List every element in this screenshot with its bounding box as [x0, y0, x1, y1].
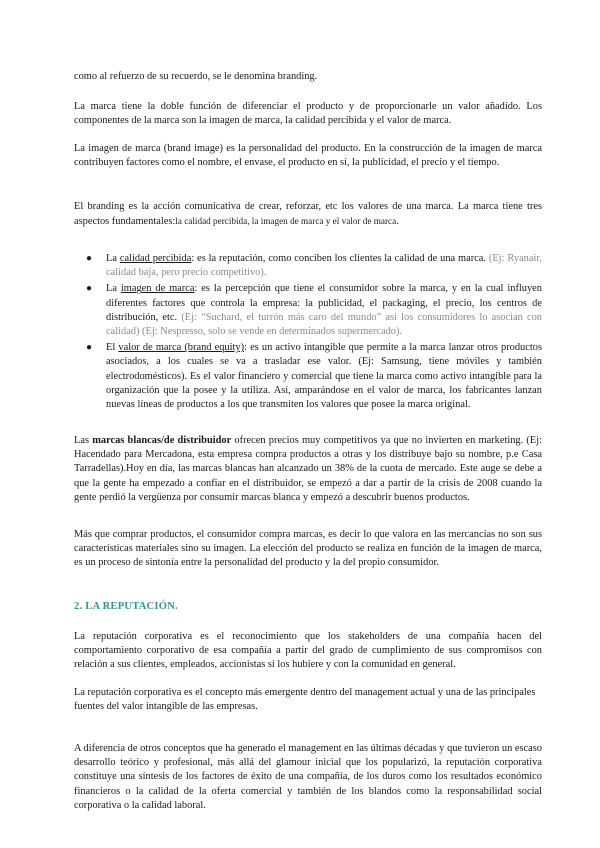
bullet-icon: ●: [86, 283, 93, 295]
bullet-prefix: La: [106, 253, 120, 264]
bullet-text: : es la reputación, como conciben los clientes la calidad de una marca.: [191, 253, 486, 264]
marcas-blancas-prefix: Las: [74, 435, 93, 446]
bullet-term: calidad percibida: [119, 253, 192, 264]
bullet-text: : es un activo intangible que permite a la marca lanzar otros productos asociados, a los cuales se va a trasladar ese valor. (Ej: Samsung, tiene móviles y también electrodomésticos). Es el valor financiero y comercial que tiene la marca como activo intangible para la organización que la posee y la utiliza. Así, amparándose en el valor de marca, los fabricantes lanzan nuevas líneas de productos a los que transmiten los valores que posee la marca original.: [106, 342, 542, 411]
paragraph-reputacion-definicion: La reputación corporativa es el reconocimiento que los stakeholders de una compañía hacen del comportamiento corporativo de esa compañía a partir del grado de cumplimiento de sus compromisos con relación a sus clientes, empleados, accionistas si los hubiere y con la comunidad en general.: [74, 631, 542, 671]
bullet-term: imagen de marca: [120, 283, 195, 295]
bullet-icon: ●: [86, 253, 93, 264]
paragraph-reputacion-sintesis: A diferencia de otros conceptos que ha generado el management en las últimas décadas y que tuvieron un escaso desarrollo teórico y profesional, más allá del glamour inicial que los popularizó, la reputación corporativa constituye una síntesis de los factores de éxito de una compañía, de los duros como los resultados económico financieros o la calidad de la oferta comercial y también de los blandos como la responsabilidad social corporativa o la calidad laboral.: [74, 743, 542, 811]
paragraph-imagen-marca: La imagen de marca (brand image) es la personalidad del producto. En la construcción de la imagen de marca contribuyen factores como el nombre, el envase, el producto en sí, la publicidad, el precio y el tiempo.: [74, 143, 542, 169]
bullet-text: : es la percepción que tiene el consumidor sobre la marca, y en la cual influyen diferentes factores que controla la empresa: la publicidad, el packaging, el precio, los centros de distribución, etc.: [106, 283, 542, 323]
branding-definition-end: .: [396, 216, 399, 228]
paragraph-consumidor: Más que comprar productos, el consumidor compra marcas, es decir lo que valora en las mercancías no son sus características materiales sino su imagen. La elección del producto se realiza en función de la imagen de marca, es un proceso de sintonía entre la personalidad del producto y la del propio consumidor.: [74, 529, 542, 569]
bullet-prefix: El: [106, 342, 119, 354]
paragraph-reputacion-emergente: La reputación corporativa es el concepto más emergente dentro del management actual y una de las principales fuentes del valor intangible de las empresas.: [74, 687, 536, 713]
bullet-list: [74, 252, 542, 414]
section-heading-reputacion: 2. LA REPUTACIÓN.: [74, 601, 178, 612]
bullet-prefix: La: [106, 283, 121, 295]
list-item: [74, 282, 542, 339]
list-item: [74, 252, 542, 280]
bullet-example: (Ej: “Suchard, el turrón más caro del mundo” así los consumidores lo asocian con calidad) (Ej: Nespresso, solo se vende en determinados supermercado).: [106, 311, 542, 338]
bullet-term: valor de marca (brand equity): [118, 342, 245, 354]
bullet-example: (Ej: Ryanair, calidad baja, pero precio competitivo).: [106, 253, 542, 279]
marcas-blancas-text: ofrecen precios muy competitivos ya que no invierten en marketing. (Ej: Hacendado para Mercadona, esta empresa compra productos a otras y los distribuye bajo su nombre, p.e Casa Tarradellas).Hoy en día, las marcas blancas han alcanzado un 38% de la cuota de mercado. Este auge se debe a que la gente ha empezado a confiar en el distribuidor, se empezó a dar a partir de la crisis de 2008 cuando la gente perdió la vergüenza por consumir marcas blanca y empezó a descubrir buenos productos.: [74, 435, 542, 503]
paragraph-marca-funcion: La marca tiene la doble función de diferenciar el producto y de proporcionarle un valor añadido. Los componentes de la marca son la imagen de marca, la calidad percibida y el valor de marca.: [74, 101, 542, 127]
marcas-blancas-term: marcas blancas/de distribuidor: [92, 435, 232, 446]
branding-definition-text: El branding es la acción comunicativa de crear, reforzar, etc los valores de una marca. La marca tiene tres aspectos fundamentales:: [74, 201, 542, 228]
list-item: [74, 341, 542, 412]
bullet-icon: ●: [86, 342, 93, 354]
branding-aspects-small: la calidad percibida, la imagen de marca y el valor de marca: [175, 216, 397, 227]
paragraph-branding-definition: [74, 200, 542, 229]
paragraph-branding-intro: como al refuerzo de su recuerdo, se le denomina branding.: [74, 71, 318, 82]
paragraph-marcas-blancas: [74, 434, 542, 505]
